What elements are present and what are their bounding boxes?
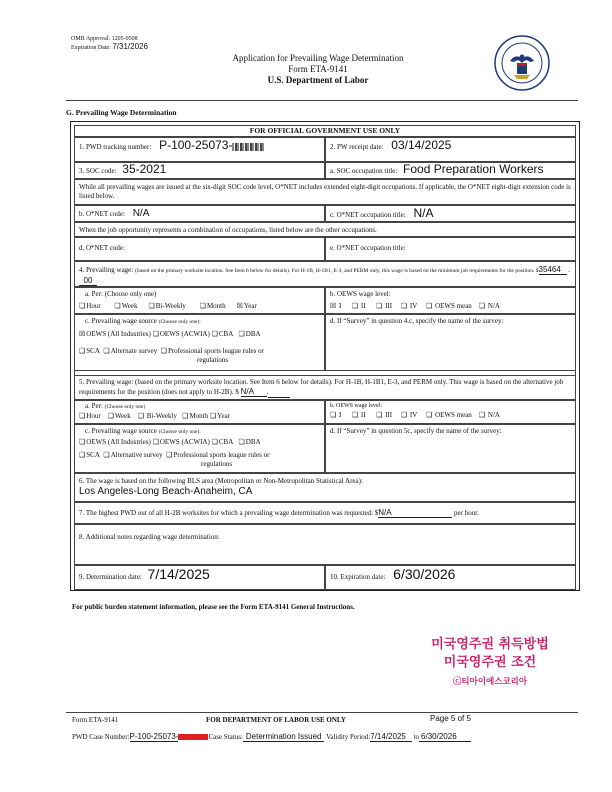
q5a-label: a. Per: xyxy=(85,402,103,410)
q5b-option: III xyxy=(385,411,393,419)
pw-receipt-label: 2. PW receipt date: xyxy=(330,143,384,151)
checkbox-icon[interactable]: ❏ xyxy=(152,438,159,446)
validity-to[interactable]: 6/30/2026 xyxy=(419,732,471,742)
form-number: Form ETA-9141 xyxy=(288,64,348,74)
q4c-option: Alternate survey xyxy=(110,347,158,355)
checkbox-icon[interactable]: ❏ xyxy=(182,412,189,420)
onet-note: While all prevailing wages are issued at the six-digit SOC code level, O*NET includes extended eight-digit occupations. If applicable, the O*NET eight-digit extension code is listed below. xyxy=(79,183,571,200)
q4a-option: Year xyxy=(243,302,257,310)
official-use-label: FOR OFFICIAL GOVERNMENT USE ONLY xyxy=(249,126,401,135)
pw-receipt-value[interactable]: 03/14/2025 xyxy=(391,138,452,152)
footer-rule xyxy=(66,712,578,713)
q5a-option: Bi-Weekly xyxy=(146,412,177,420)
q4-dollars[interactable]: 35464 xyxy=(539,265,567,275)
validity-from[interactable]: 7/14/2025 xyxy=(370,732,412,742)
soc-title-label: a. SOC occupation title: xyxy=(330,167,398,175)
q5-text: 5. Prevailing wage: (based on the primary worksite location. See Item 6 below for details). For H-1B, H-1B1, E-3, and PERM only. This wage is based on the alternative job requirements for the position (does not apply to H-2B). $ xyxy=(79,378,564,396)
q5c-option: OEWS (All Industries) xyxy=(86,438,151,446)
department-of-labor-seal-icon xyxy=(494,35,550,91)
q5c-label: c. Prevailing wage source xyxy=(85,427,157,435)
q4c-option: Professional sports league rules or xyxy=(167,347,264,355)
q4a-option: Month xyxy=(206,302,226,310)
checkbox-icon[interactable]: ❏ xyxy=(330,411,337,419)
pwd-tracking-label: 1. PWD tracking number: xyxy=(79,143,152,151)
q5c-option: CBA xyxy=(218,438,234,446)
official-use-header xyxy=(74,125,576,137)
q4a-option: Week xyxy=(121,302,138,310)
q8-label: 8. Additional notes regarding wage determination: xyxy=(79,533,220,541)
checkbox-icon[interactable]: ❏ xyxy=(103,451,110,459)
watermark-line1: 미국영주권 취득방법 xyxy=(431,637,549,652)
q4b-label: b. OEWS wage level: xyxy=(330,290,391,298)
q4b-option: II xyxy=(360,302,366,310)
onet-code-b-value[interactable]: N/A xyxy=(132,208,150,219)
q5b-option: N/A xyxy=(487,411,500,419)
q4a-cell xyxy=(74,287,325,314)
q7-cell xyxy=(74,502,576,524)
soc-code-value[interactable]: 35-2021 xyxy=(122,162,167,176)
checkbox-icon[interactable]: ❏ xyxy=(79,438,86,446)
q5b-options xyxy=(330,411,571,420)
onet-note-cell xyxy=(74,179,576,205)
combo-note: When the job opportunity represents a combination of occupations, listed below are the other occupations. xyxy=(79,226,377,234)
q4-note: (based on the primary worksite location. See Item 6 below for details). For H-1B, H-1B1, E-3, and PERM only, this wage is based on the minimum job requirements for the position. $ xyxy=(135,268,539,274)
soc-title-cell xyxy=(325,162,576,179)
q4c-option: OEWS (All Industries) xyxy=(86,330,151,338)
pwd-tracking-cell xyxy=(74,137,325,162)
validity-to-label: to xyxy=(413,733,420,741)
omb-approval: OMB Approval: 1205-0508 xyxy=(71,36,138,42)
q9-value[interactable]: 7/14/2025 xyxy=(147,566,210,582)
onet-title-c-value[interactable]: N/A xyxy=(413,206,434,220)
pwd-tracking-value[interactable]: P-100-25073- xyxy=(159,138,233,152)
onet-code-d-cell xyxy=(74,237,325,261)
q5c-option: Alternative survey xyxy=(110,451,163,459)
checkbox-icon[interactable]: ❏ xyxy=(376,302,383,310)
header-rule xyxy=(66,100,578,101)
soc-code-label: 3. SOC code: xyxy=(79,167,117,175)
case-number-redaction xyxy=(178,734,208,740)
q5a-option: Year xyxy=(217,412,231,420)
q4c-note: (Choose only one): xyxy=(158,319,201,325)
checkbox-icon[interactable]: ❏ xyxy=(114,302,121,310)
q10-cell xyxy=(325,565,576,590)
checked-checkbox-icon[interactable]: ☒ xyxy=(79,330,86,338)
checkbox-icon[interactable]: ❏ xyxy=(79,347,86,355)
omb-block xyxy=(71,35,148,52)
checkbox-icon[interactable]: ❏ xyxy=(376,411,383,419)
q4b-option: OEWS mean xyxy=(435,302,472,310)
q4d-label: d. If “Survey” in question 4.c, specify the name of the survey: xyxy=(330,317,504,325)
q6-value[interactable]: Los Angeles-Long Beach-Anaheim, CA xyxy=(79,486,253,497)
q5c-note: (Choose only one): xyxy=(158,429,201,435)
pw-receipt-cell xyxy=(325,137,576,162)
checkbox-icon[interactable]: ❏ xyxy=(238,438,245,446)
checkbox-icon[interactable]: ❏ xyxy=(103,347,110,355)
q4c-options-row2 xyxy=(79,347,320,356)
onet-title-e-cell xyxy=(325,237,576,261)
q5b-option: I xyxy=(339,411,342,419)
checkbox-icon[interactable]: ❏ xyxy=(107,412,114,420)
q5b-option: II xyxy=(360,411,366,419)
q4c-option: DBA xyxy=(245,330,261,338)
q4-cents[interactable]: 00 xyxy=(79,276,97,286)
q7-label: 7. The highest PWD out of all H-2B worksites for which a prevailing wage determination was requested: $ xyxy=(79,509,379,517)
checkbox-icon[interactable]: ❏ xyxy=(137,412,144,420)
form-title: Application for Prevailing Wage Determination xyxy=(232,53,404,63)
checkbox-icon[interactable]: ❏ xyxy=(351,411,359,419)
q4-label: 4. Prevailing wage: xyxy=(79,266,134,274)
case-number-label: PWD Case Number: xyxy=(72,733,130,741)
q8-cell xyxy=(74,524,576,565)
checkbox-icon[interactable]: ❏ xyxy=(211,438,218,446)
q4c-label: c. Prevailing wage source xyxy=(85,317,157,325)
q5c-cell xyxy=(74,424,325,473)
q4c-cell xyxy=(74,314,325,371)
checked-checkbox-icon[interactable]: ☒ xyxy=(330,302,337,310)
q5c-regulations: regulations xyxy=(201,460,233,468)
onet-title-c-cell xyxy=(325,205,576,222)
q4c-regulations: regulations xyxy=(197,356,229,364)
q5a-cell xyxy=(74,400,325,424)
onet-code-d-label: d. O*NET code: xyxy=(79,244,125,252)
q6-cell xyxy=(74,473,576,502)
soc-code-cell xyxy=(74,162,325,179)
footer-dol-use: FOR DEPARTMENT OF LABOR USE ONLY xyxy=(206,716,346,724)
combo-note-cell xyxy=(74,222,576,237)
q7-value[interactable]: N/A xyxy=(378,508,452,518)
q6-label: 6. The wage is based on the following BLS area (Metropolitan or Non-Metropolitan Statistical Area): xyxy=(79,477,363,485)
q5a-option: Month xyxy=(189,412,209,420)
q9-cell xyxy=(74,565,325,590)
case-status-value[interactable]: Determination Issued xyxy=(243,732,325,742)
department-name: U.S. Department of Labor xyxy=(267,75,369,85)
watermark-line3: ⓒ티아이에스코리아 xyxy=(452,677,528,687)
q4b-option: I xyxy=(339,302,342,310)
onet-title-e-label: e. O*NET occupation title: xyxy=(330,244,406,252)
q4d-cell xyxy=(325,314,576,371)
q5b-label: b. OEWS wage level: xyxy=(330,403,382,409)
q4c-option: OEWS (ACWIA) xyxy=(159,330,210,338)
q4c-option: SCA xyxy=(86,347,100,355)
watermark xyxy=(400,636,580,689)
public-burden-note: For public burden statement information, please see the Form ETA-9141 General Instructions. xyxy=(72,603,355,611)
q10-value[interactable]: 6/30/2026 xyxy=(393,566,456,582)
q5-value[interactable]: N/A xyxy=(241,387,267,397)
q4b-option: III xyxy=(385,302,393,310)
onet-code-b-cell xyxy=(74,205,325,222)
checkbox-icon[interactable]: ❏ xyxy=(400,411,408,419)
q5d-cell xyxy=(325,424,576,473)
q5a-option: Hour xyxy=(86,412,101,420)
checked-checkbox-icon[interactable]: ☒ xyxy=(236,302,243,310)
q4c-option: CBA xyxy=(218,330,234,338)
checkbox-icon[interactable]: ❏ xyxy=(209,412,217,420)
case-status-label: Case Status: xyxy=(208,733,243,741)
checkbox-icon[interactable]: ❏ xyxy=(160,347,167,355)
q5d-label: d. If “Survey” in question 5c, specify the name of the survey: xyxy=(330,427,502,435)
q5c-option: Professional sports league rules or xyxy=(173,451,270,459)
footer-case-line xyxy=(72,732,471,742)
q4a-option: Bi-Weekly xyxy=(155,302,186,310)
form-frame xyxy=(70,121,580,591)
validity-label: Validity Period: xyxy=(326,733,371,741)
footer-page: Page 5 of 5 xyxy=(430,714,471,723)
q4c-options-row1 xyxy=(79,330,320,339)
q5c-option: OEWS (ACWIA) xyxy=(159,438,210,446)
watermark-line2: 미국영주권 조건 xyxy=(443,655,537,670)
checkbox-icon[interactable]: ❏ xyxy=(152,330,159,338)
q4b-cell xyxy=(325,287,576,314)
checkbox-icon[interactable]: ❏ xyxy=(148,302,155,310)
checkbox-icon[interactable]: ❏ xyxy=(79,451,86,459)
q10-label: 10. Expiration date: xyxy=(330,573,386,581)
checkbox-icon[interactable]: ❏ xyxy=(211,330,218,338)
checkbox-icon[interactable]: ❏ xyxy=(426,302,433,310)
section-title: G. Prevailing Wage Determination xyxy=(66,108,177,117)
soc-title-value[interactable]: Food Preparation Workers xyxy=(403,162,544,176)
q5b-option: OEWS mean xyxy=(435,411,472,419)
q5c-options-row1 xyxy=(79,438,320,447)
footer-form-name: Form ETA-9141 xyxy=(72,716,119,724)
expiration-value: 7/31/2026 xyxy=(112,42,148,51)
q7-suffix: per hour. xyxy=(454,509,479,517)
checkbox-icon[interactable]: ❏ xyxy=(199,302,206,310)
checkbox-icon[interactable]: ❏ xyxy=(79,302,86,310)
q4a-option: Hour xyxy=(86,302,101,310)
checkbox-icon[interactable]: ❏ xyxy=(79,412,86,420)
q4b-option: IV xyxy=(409,302,418,310)
pwd-tracking-redaction xyxy=(232,143,264,151)
q5a-options xyxy=(79,412,320,421)
case-number-value[interactable]: P-100-25073- xyxy=(129,732,179,741)
form-title-block xyxy=(180,53,456,86)
q4b-option: N/A xyxy=(487,302,500,310)
q5c-option: DBA xyxy=(245,438,261,446)
q5c-options-row2 xyxy=(79,451,320,460)
q5a-note: (Choose only one) xyxy=(104,404,146,410)
q4a-options xyxy=(79,302,320,311)
q5-cell: 5. Prevailing wage: (based on the primary worksite location. See Item 6 below for details). For H-1B, H-1B1, E-3, and PERM only. This wage is based on the alternative job requirements for the position (does not apply to H-2B). $ N/A . xyxy=(74,375,576,400)
checkbox-icon[interactable]: ❏ xyxy=(351,302,359,310)
onet-title-c-label: c. O*NET occupation title: xyxy=(330,211,406,219)
q4b-options xyxy=(330,302,571,311)
q5b-cell xyxy=(325,400,576,424)
q5c-option: SCA xyxy=(86,451,100,459)
expiration-label: Expiration Date: xyxy=(71,45,111,51)
checkbox-icon[interactable]: ❏ xyxy=(478,411,486,419)
q4-cell: 4. Prevailing wage: (based on the primary worksite location. See Item 6 below for details). For H-1B, H-1B1, E-3, and PERM only, this wage is based on the minimum job requirements for the position. $35464 . 00 xyxy=(74,261,576,287)
q5a-option: Week xyxy=(114,412,131,420)
q4a-label: a. Per: (Choose only one) xyxy=(85,290,157,298)
checkbox-icon[interactable]: ❏ xyxy=(426,411,433,419)
checkbox-icon[interactable]: ❏ xyxy=(478,302,486,310)
onet-code-b-label: b. O*NET code: xyxy=(79,210,125,218)
checkbox-icon[interactable]: ❏ xyxy=(166,451,173,459)
checkbox-icon[interactable]: ❏ xyxy=(238,330,245,338)
checkbox-icon[interactable]: ❏ xyxy=(400,302,408,310)
q5b-option: IV xyxy=(409,411,418,419)
q9-label: 9. Determination date: xyxy=(79,573,142,581)
